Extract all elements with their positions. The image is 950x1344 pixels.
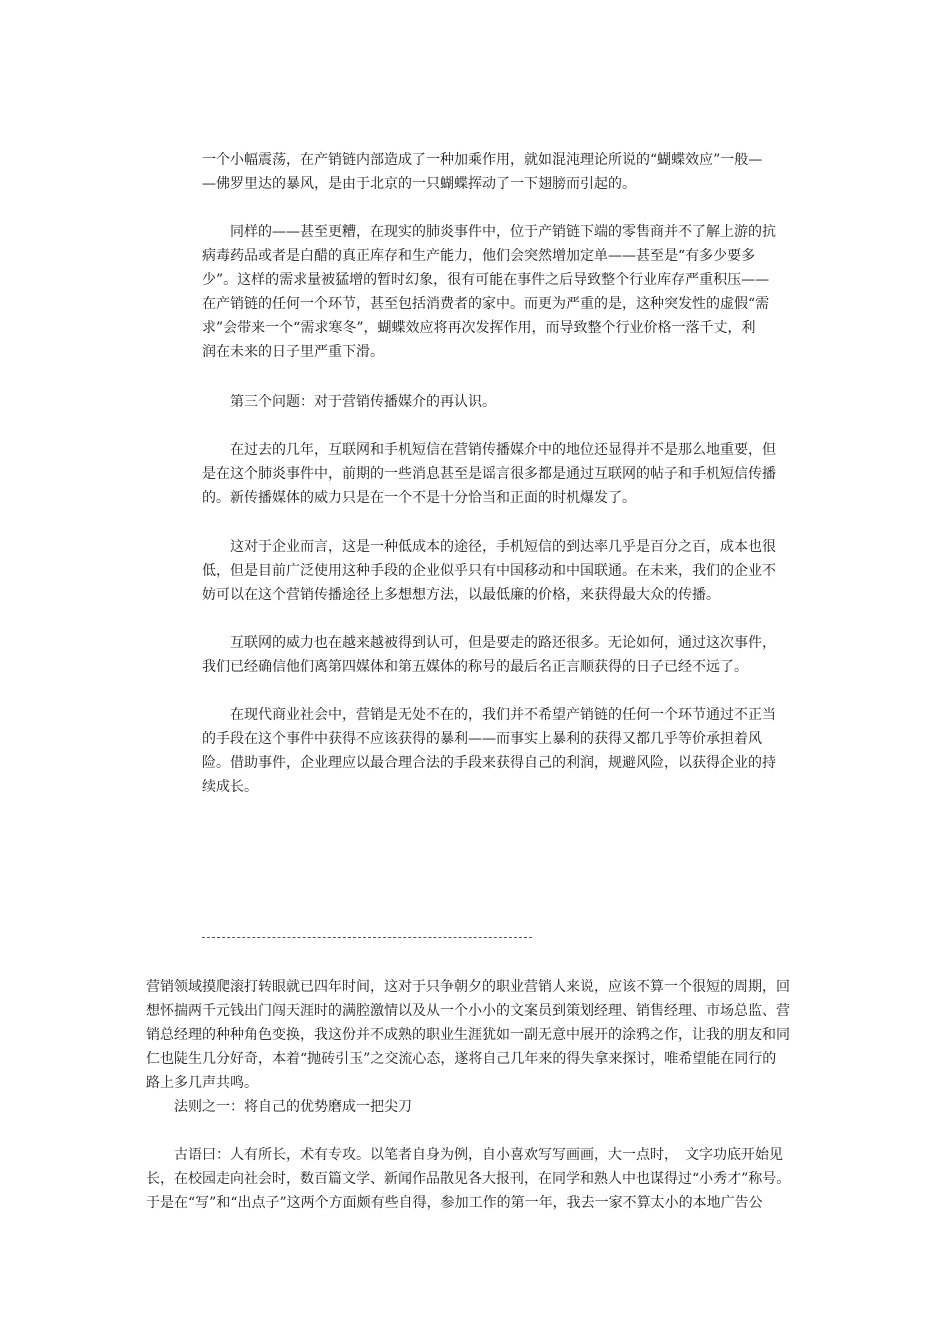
text-line: 互联网的威力也在越来越被得到认可，但是要走的路还很多。无论如何，通过这次事件， [202, 635, 776, 651]
paragraph [202, 703, 776, 799]
text-line: 少”。这样的需求量被猛增的暂时幻象，很有可能在事件之后导致整个行业库存严重积压—— [202, 272, 770, 288]
text-line: 在过去的几年，互联网和手机短信在营销传播媒介中的地位还显得并不是那么地重要，但 [202, 442, 776, 458]
text-line: 的手段在这个事件中获得不应该获得的暴利——而事实上暴利的获得又都几乎等价承担着风 [202, 731, 762, 747]
text-line: 在产销链的任何一个环节，甚至包括消费者的家中。而更为严重的是，这种突发性的虚假“需 [202, 296, 770, 312]
text-line: 润在未来的日子里严重下滑。 [202, 344, 384, 360]
article-section-1 [202, 148, 802, 808]
paragraph [202, 148, 762, 196]
paragraph [202, 631, 776, 679]
text-line: 于是在“写”和“出点子”这两个方面颇有些自得，参加工作的第一年，我去一家不算太小的本地广告公 [146, 1195, 763, 1211]
text-line: 病毒药品或者是白醋的真正库存和生产能力，他们会突然增加定单——甚至是“有多少要多 [202, 248, 756, 264]
paragraph [202, 438, 776, 510]
text-line: 想怀揣两千元钱出门闯天涯时的满腔激情以及从一个小小的文案员到策划经理、销售经理、市场总监、营 [146, 1003, 790, 1019]
section-heading: 法则之一：将自己的优势磨成一把尖刀 [146, 1099, 412, 1115]
text-line: 路上多几声共鸣。 [146, 1075, 258, 1091]
text-line: 同样的——甚至更糟，在现实的肺炎事件中，位于产销链下端的零售商并不了解上游的抗 [202, 224, 776, 240]
text-line: 一个小幅震荡，在产销链内部造成了一种加乘作用，就如混沌理论所说的“蝴蝶效应”一般— [202, 152, 763, 168]
text-line: 是在这个肺炎事件中，前期的一些消息甚至是谣言很多都是通过互联网的帖子和手机短信传播 [202, 466, 776, 482]
paragraph [146, 1143, 790, 1215]
text-line: 求”会带来一个“需求寒冬”，蝴蝶效应将再次发挥作用，而导致整个行业价格一落千丈，利 [202, 320, 756, 336]
article-section-2 [146, 975, 826, 1225]
text-line: 销总经理的种种角色变换，我这份并不成熟的职业生涯犹如一副无意中展开的涂鸦之作，让我的朋友和同 [146, 1027, 790, 1043]
text-line: 营销领域摸爬滚打转眼就已四年时间，这对于只争朝夕的职业营销人来说，应该不算一个很短的周期，回 [146, 979, 790, 995]
paragraph [146, 975, 790, 1119]
section-heading: 第三个问题：对于营销传播媒介的再认识。 [202, 394, 496, 410]
text-line: 低，但是目前广泛使用这种手段的企业似乎只有中国移动和中国联通。在未来，我们的企业不 [202, 563, 776, 579]
text-line: 续成长。 [202, 779, 258, 795]
text-line: 妨可以在这个营销传播途径上多想想方法，以最低廉的价格，来获得最大众的传播。 [202, 587, 720, 603]
text-line: 长，在校园走向社会时，数百篇文学、新闻作品散见各大报刊，在同学和熟人中也谋得过“小秀才”称号。 [146, 1171, 791, 1187]
paragraph [202, 535, 776, 607]
text-line: 险。借助事件，企业理应以最合理合法的手段来获得自己的利润，规避风险，以获得企业的持 [202, 755, 776, 771]
paragraph [202, 390, 496, 414]
dashed-divider [202, 937, 532, 938]
text-line: —佛罗里达的暴风，是由于北京的一只蝴蝶挥动了一下翅膀而引起的。 [202, 176, 636, 192]
text-line: 在现代商业社会中，营销是无处不在的，我们并不希望产销链的任何一个环节通过不正当 [202, 707, 776, 723]
text-line: 仁也陡生几分好奇，本着“抛砖引玉”之交流心态，遂将自己几年来的得失拿来探讨，唯希望能在同行的 [146, 1051, 777, 1067]
text-line: 我们已经确信他们离第四媒体和第五媒体的称号的最后名正言顺获得的日子已经不远了。 [202, 659, 748, 675]
text-line: 这对于企业而言，这是一种低成本的途径，手机短信的到达率几乎是百分之百，成本也很 [202, 539, 776, 555]
text-line: 的。新传播媒体的威力只是在一个不是十分恰当和正面的时机爆发了。 [202, 490, 636, 506]
text-line: 古语曰：人有所长，术有专攻。以笔者自身为例，自小喜欢写写画画，大一点时， 文字功底开始见 [146, 1147, 783, 1163]
paragraph [202, 220, 776, 364]
